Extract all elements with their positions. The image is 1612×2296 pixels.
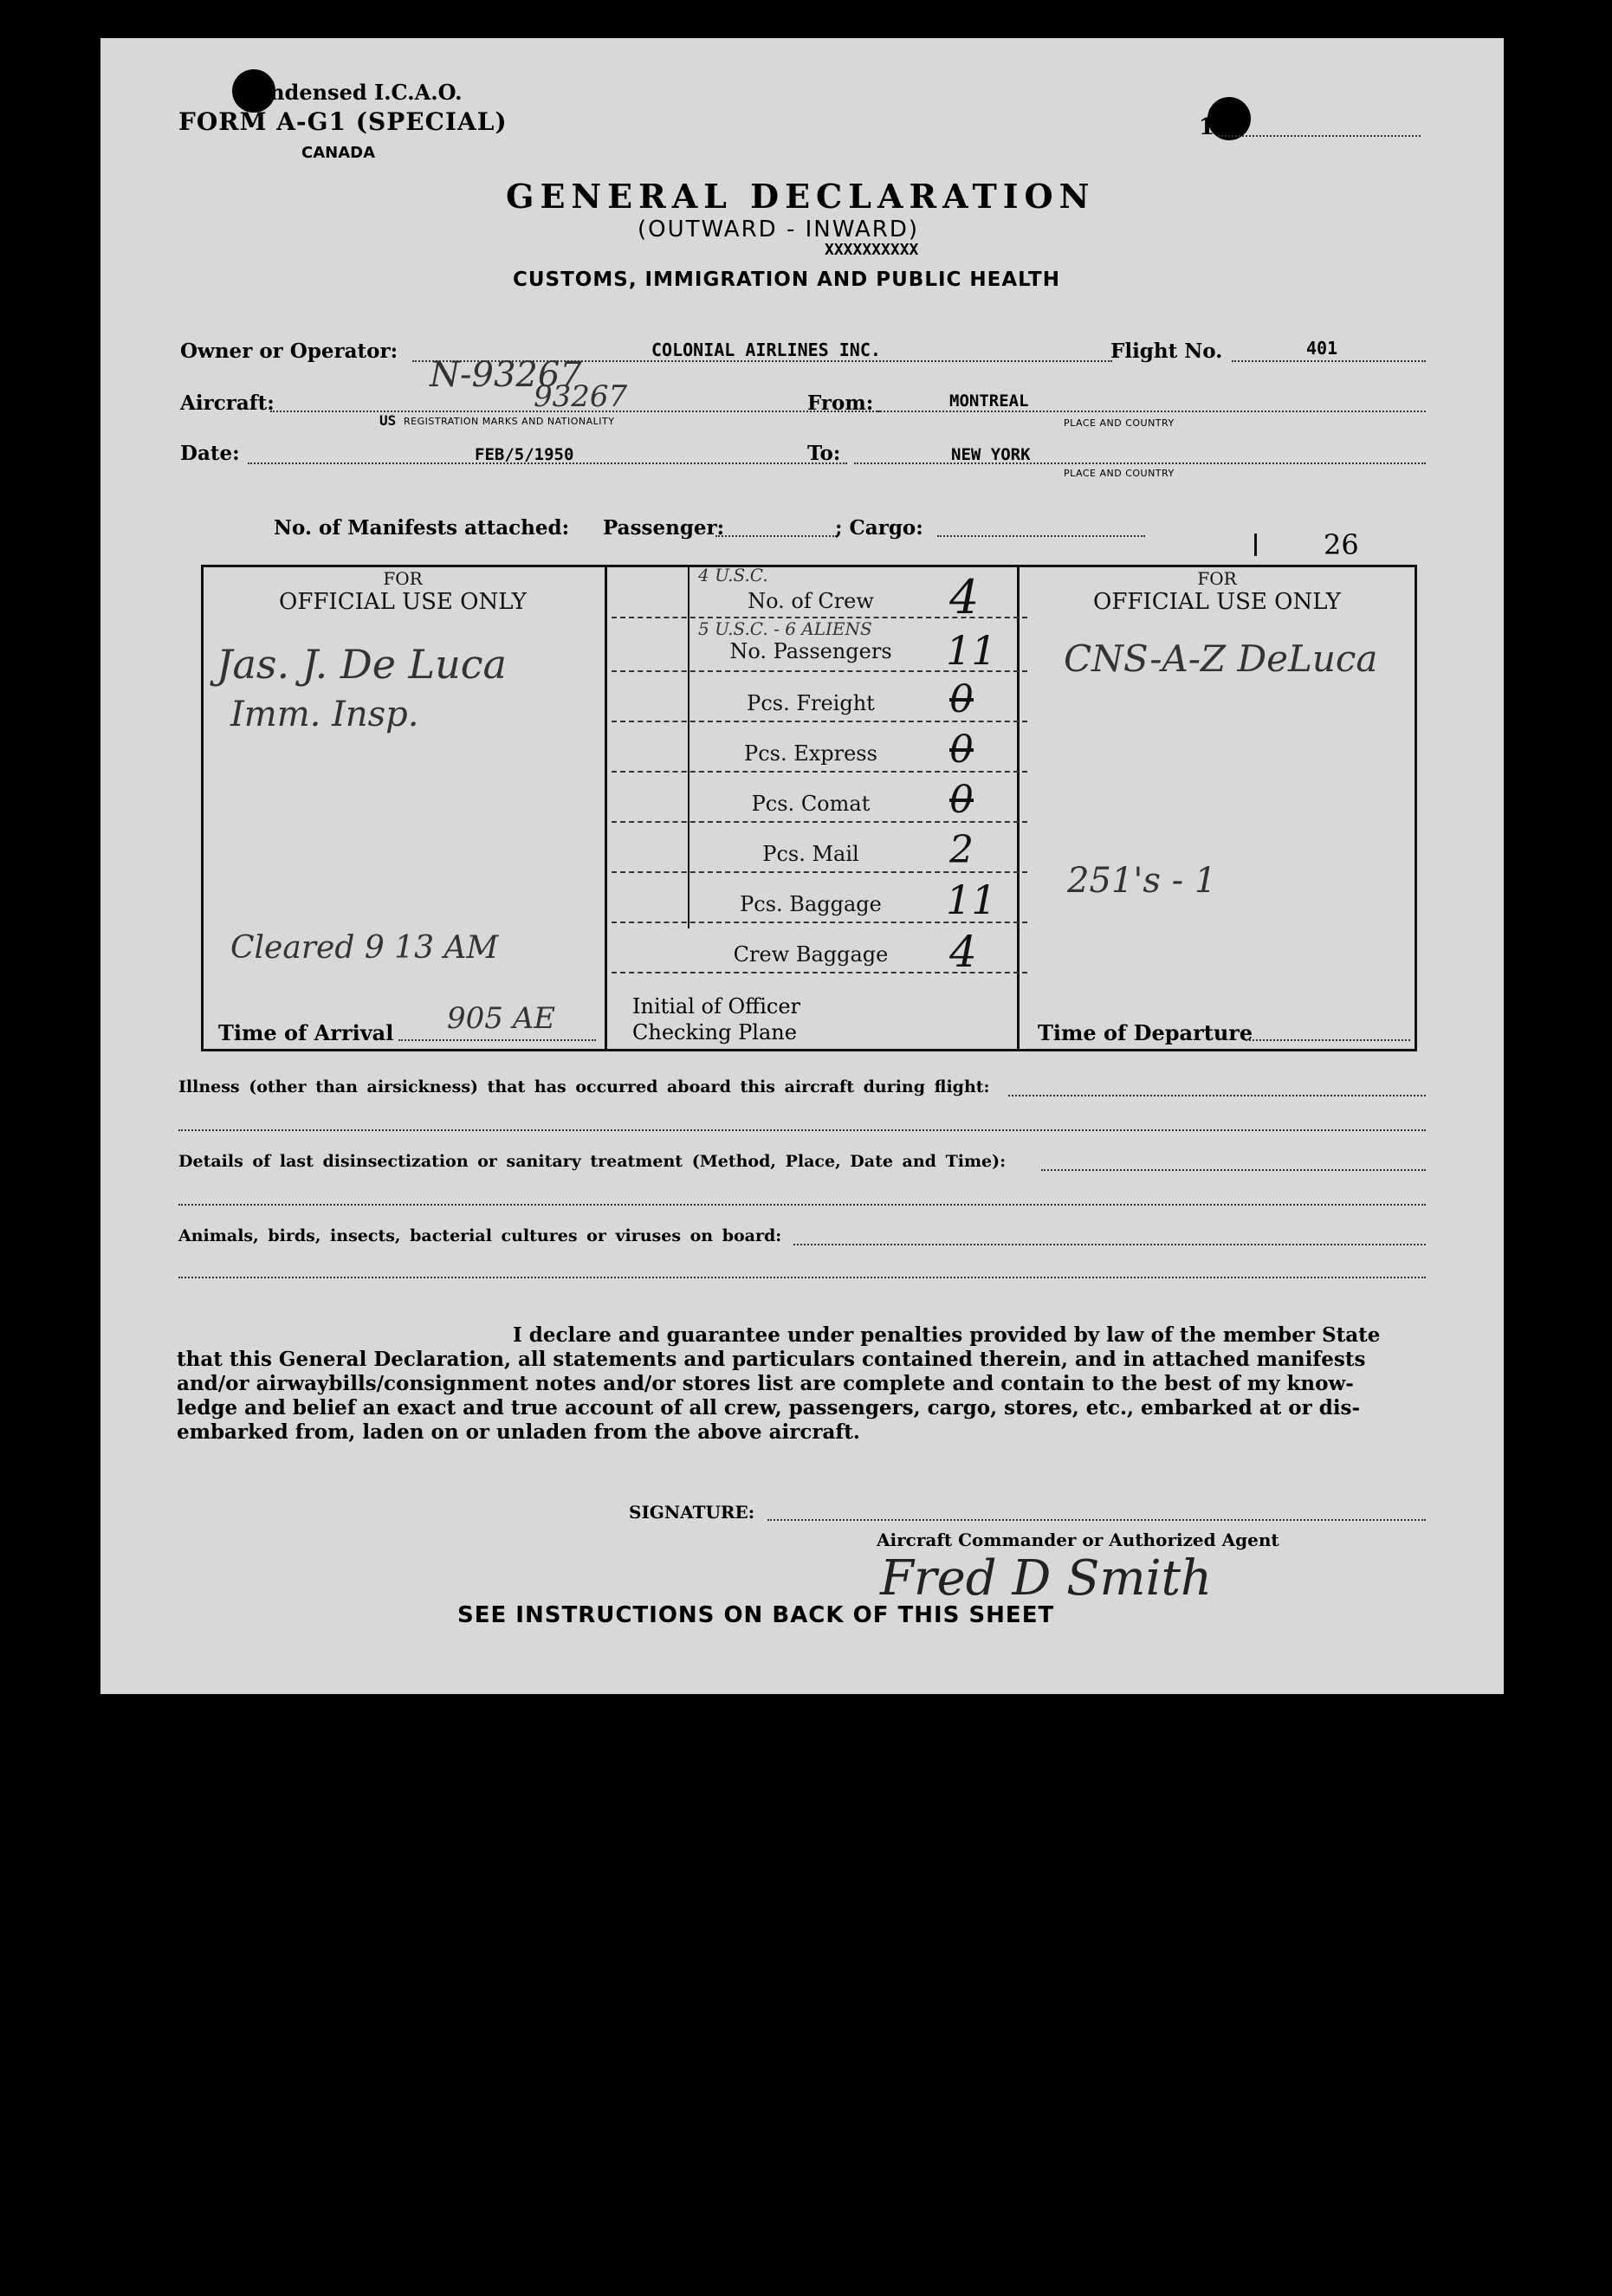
row-passengers-label: No. Passengers	[729, 639, 892, 663]
row-crew-baggage-label: Crew Baggage	[733, 942, 889, 967]
from-value: MONTREAL	[949, 391, 1029, 411]
declaration-line-5: embarked from, laden on or unladen from the above aircraft.	[177, 1420, 860, 1444]
row-comat-line	[612, 821, 1027, 823]
form-title: GENERAL DECLARATION	[506, 177, 1096, 216]
illness-line-2	[178, 1129, 1426, 1131]
signature-caption: Aircraft Commander or Authorized Agent	[877, 1530, 1279, 1550]
date-label: Date:	[180, 442, 240, 465]
signature-label: SIGNATURE:	[629, 1502, 755, 1523]
table-divider-right	[1017, 565, 1020, 1051]
crew-note: 4 U.S.C.	[698, 565, 768, 585]
row-baggage-value: 11	[946, 876, 997, 923]
to-line	[854, 462, 1426, 464]
left-official-label: OFFICIAL USE ONLY	[279, 589, 527, 615]
right-official-label: OFFICIAL USE ONLY	[1093, 589, 1341, 615]
form-country: CANADA	[301, 144, 376, 162]
row-freight-line	[612, 721, 1027, 722]
row-crew-label: No. of Crew	[748, 589, 874, 613]
manifests-label: No. of Manifests attached:	[274, 516, 570, 540]
illness-question: Illness (other than airsickness) that has occurred aboard this aircraft during flight:	[178, 1077, 990, 1096]
declaration-line-1: I declare and guarantee under penalties provided by law of the member State	[513, 1323, 1381, 1347]
from-line	[877, 411, 1426, 412]
to-caption: PLACE AND COUNTRY	[1064, 468, 1175, 479]
strike-marks: XXXXXXXXXX	[825, 241, 919, 259]
aircraft-handwritten: 93267	[534, 379, 628, 414]
right-note-1: CNS-A-Z DeLuca	[1064, 637, 1378, 680]
from-label: From:	[807, 391, 874, 415]
left-for-label: FOR	[383, 568, 423, 589]
row-freight-label: Pcs. Freight	[747, 691, 875, 715]
row-passengers-value: 11	[946, 627, 997, 674]
declaration-line-3: and/or airwaybills/consignment notes and/or stores list are complete and contain to the best of my know-	[177, 1372, 1354, 1395]
arrival-value: 905 AE	[447, 1001, 556, 1036]
corner-mark-line	[1218, 135, 1421, 137]
row-comat-label: Pcs. Comat	[751, 792, 871, 816]
row-passengers-line	[612, 670, 1027, 672]
form-subtitle: (OUTWARD - INWARD)	[638, 217, 920, 243]
declaration-sheet	[100, 38, 1504, 1694]
corner-mark: 1	[1199, 114, 1215, 140]
passenger-label: Passenger:	[603, 516, 725, 540]
departure-line	[1246, 1039, 1410, 1041]
to-label: To:	[807, 442, 841, 465]
arrival-label: Time of Arrival	[218, 1020, 394, 1045]
passenger-line	[715, 535, 837, 537]
row-crew-baggage-value: 4	[949, 927, 977, 977]
disinsect-line-2	[178, 1204, 1426, 1206]
passenger-note: 5 U.S.C. - 6 ALIENS	[698, 618, 872, 639]
row-baggage-line	[612, 922, 1027, 923]
page-number: 26	[1324, 528, 1359, 561]
instructions-note: SEE INSTRUCTIONS ON BACK OF THIS SHEET	[457, 1602, 1055, 1628]
arrival-line	[398, 1039, 596, 1041]
flight-line	[1232, 360, 1426, 362]
owner-value: COLONIAL AIRLINES INC.	[651, 340, 881, 360]
row-mail-line	[612, 871, 1027, 873]
to-value: NEW YORK	[951, 445, 1031, 464]
row-comat-value: 0	[949, 778, 974, 822]
owner-label: Owner or Operator:	[180, 340, 398, 363]
flight-value: 401	[1306, 338, 1338, 359]
animals-question: Animals, birds, insects, bacterial cultures or viruses on board:	[178, 1226, 782, 1245]
cargo-line	[937, 535, 1145, 537]
row-crew-line	[612, 617, 1027, 618]
disinsect-question: Details of last disinsectization or sanitary treatment (Method, Place, Date and Time):	[178, 1152, 1007, 1171]
declaration-line-4: ledge and belief an exact and true account of all crew, passengers, cargo, stores, etc., embarked at or dis-	[177, 1396, 1361, 1420]
left-cleared-note: Cleared 9 13 AM	[230, 930, 499, 966]
page-number-bracket	[1254, 534, 1257, 556]
right-note-2: 251's - 1	[1067, 861, 1217, 901]
form-authority: CUSTOMS, IMMIGRATION AND PUBLIC HEALTH	[513, 268, 1060, 291]
row-crew-value: 4	[949, 570, 980, 624]
row-mail-value: 2	[949, 828, 974, 872]
aircraft-prefix: US	[379, 412, 397, 429]
aircraft-label: Aircraft:	[180, 391, 275, 415]
right-for-label: FOR	[1197, 568, 1237, 589]
animals-line-1	[793, 1244, 1426, 1245]
row-express-line	[612, 771, 1027, 773]
table-divider-left	[605, 565, 607, 1051]
declaration-line-2: that this General Declaration, all statements and particulars contained therein, and in attached manifests	[177, 1348, 1366, 1371]
animals-line-2	[178, 1277, 1426, 1278]
left-signature-2: Imm. Insp.	[230, 695, 419, 734]
aircraft-caption: REGISTRATION MARKS AND NATIONALITY	[404, 416, 615, 427]
row-mail-label: Pcs. Mail	[762, 842, 859, 866]
left-signature-1: Jas. J. De Luca	[217, 641, 507, 688]
row-freight-value: 0	[949, 677, 974, 721]
departure-label: Time of Departure	[1038, 1020, 1253, 1045]
initial-label-1: Initial of Officer	[632, 994, 801, 1019]
flight-label: Flight No.	[1110, 340, 1223, 363]
from-caption: PLACE AND COUNTRY	[1064, 417, 1175, 429]
row-baggage-label: Pcs. Baggage	[740, 892, 882, 916]
form-name: FORM A-G1 (SPECIAL)	[178, 107, 508, 136]
form-top-line: Condensed I.C.A.O.	[239, 80, 463, 105]
signature-handwritten: Fred D Smith	[880, 1550, 1213, 1607]
cargo-label: ; Cargo:	[835, 516, 923, 540]
illness-line-1	[1008, 1095, 1426, 1096]
date-value: FEB/5/1950	[475, 445, 574, 464]
row-express-value: 0	[949, 728, 974, 772]
owner-handwritten: N-93267	[430, 355, 582, 395]
signature-line	[767, 1519, 1426, 1521]
row-express-label: Pcs. Express	[744, 741, 877, 766]
disinsect-line-1	[1041, 1169, 1426, 1171]
row-crew-baggage-line	[612, 972, 1027, 973]
initial-label-2: Checking Plane	[632, 1020, 797, 1045]
